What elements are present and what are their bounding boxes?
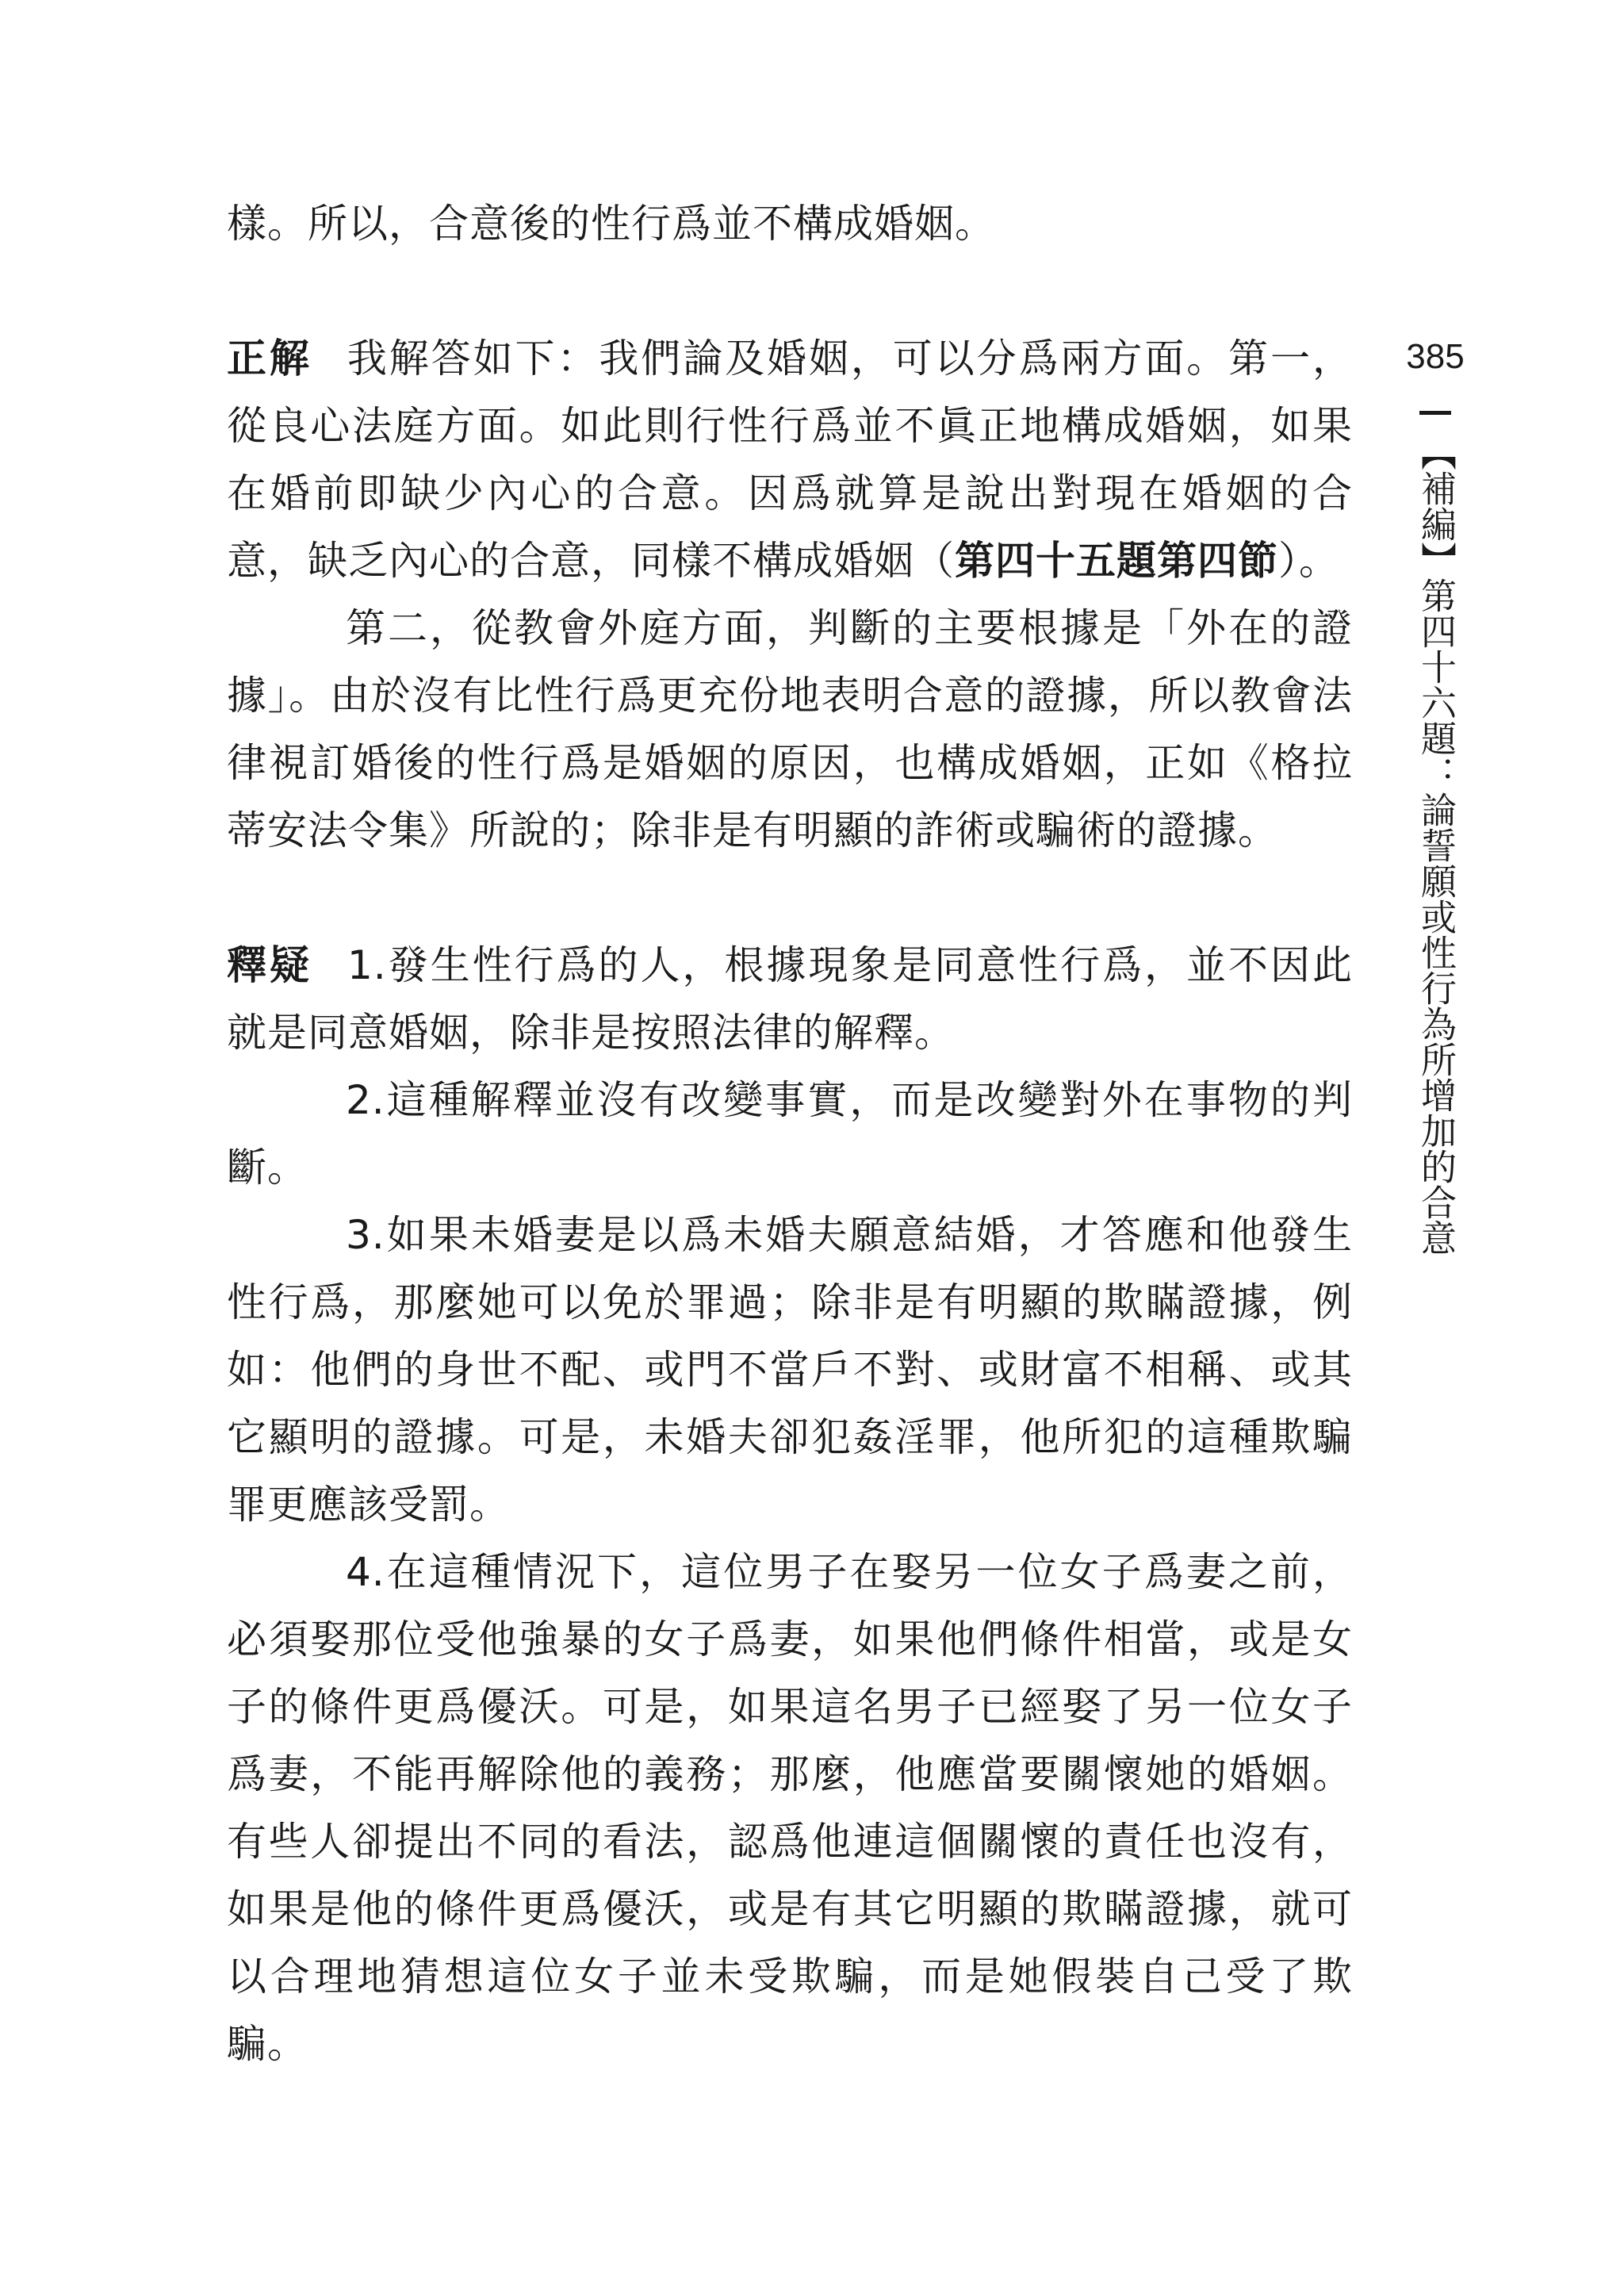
page-number: 385: [1406, 337, 1465, 376]
header-rule: [1419, 411, 1451, 415]
paragraph-objection-reply-4: 4.在這種情況下，這位男子在娶另一位女子爲妻之前，必須娶那位受他強暴的女子爲妻，如果他們條件相當，或是女子的條件更爲優沃。可是，如果這名男子已經娶了另一位女子爲妻，不能再解除他的義務；那麼，他應當要關懷她的婚姻。有些人卻提出不同的看法，認爲他連這個關懷的責任也沒有，如果是他的條件更爲優沃，或是有其它明顯的欺瞞證據，就可以合理地猜想這位女子並未受欺騙，而是她假裝自己受了欺騙。: [227, 1549, 1353, 2067]
answer-label: 正解: [227, 336, 312, 382]
paragraph-gap: [227, 865, 1353, 932]
paragraph-objection-reply-1: [227, 932, 1353, 1067]
answer-text: 我解答如下：我們論及婚姻，可以分爲兩方面。第一，從良心法庭方面。如此則行性行爲並不眞正地構成婚姻，如果在婚前即缺少內心的合意。因爲就算是說出對現在婚姻的合意，缺乏內心的合意，同樣不構成婚姻（: [227, 336, 1354, 584]
running-head: 【補編】第四十六題：論誓願或性行為所增加的合意: [1415, 435, 1457, 1256]
main-text: [227, 190, 1353, 2078]
paragraph-objection-reply-3: 3.如果未婚妻是以爲未婚夫願意結婚，才答應和他發生性行爲，那麼她可以免於罪過；除非是有明顯的欺瞞證據，例如：他們的身世不配、或門不當戶不對、或財富不相稱、或其它顯明的證據。可是，未婚夫卻犯姦淫罪，他所犯的這種欺騙罪更應該受罰。: [227, 1212, 1353, 1528]
cross-reference: 第四十五題第四節: [955, 538, 1278, 584]
paragraph-objection-reply-2: 2.這種解釋並沒有改變事實，而是改變對外在事物的判斷。: [227, 1077, 1353, 1191]
paragraph-gap: [227, 258, 1353, 325]
paragraph-continuation: 樣。所以，合意後的性行爲並不構成婚姻。: [227, 201, 995, 247]
paragraph-answer: [227, 325, 1353, 595]
paragraph-second-point: 第二，從教會外庭方面，判斷的主要根據是「外在的證據」。由於沒有比性行爲更充份地表明合意的證據，所以教會法律視訂婚後的性行爲是婚姻的原因，也構成婚姻，正如《格拉蒂安法令集》所說的；除非是有明顯的詐術或騙術的證據。: [227, 605, 1353, 853]
reply-1-text: 1.發生性行爲的人，根據現象是同意性行爲，並不因此就是同意婚姻，除非是按照法律的解釋。: [227, 942, 1353, 1056]
reply-label: 釋疑: [227, 942, 312, 988]
answer-text-end: ）。: [1278, 538, 1339, 584]
